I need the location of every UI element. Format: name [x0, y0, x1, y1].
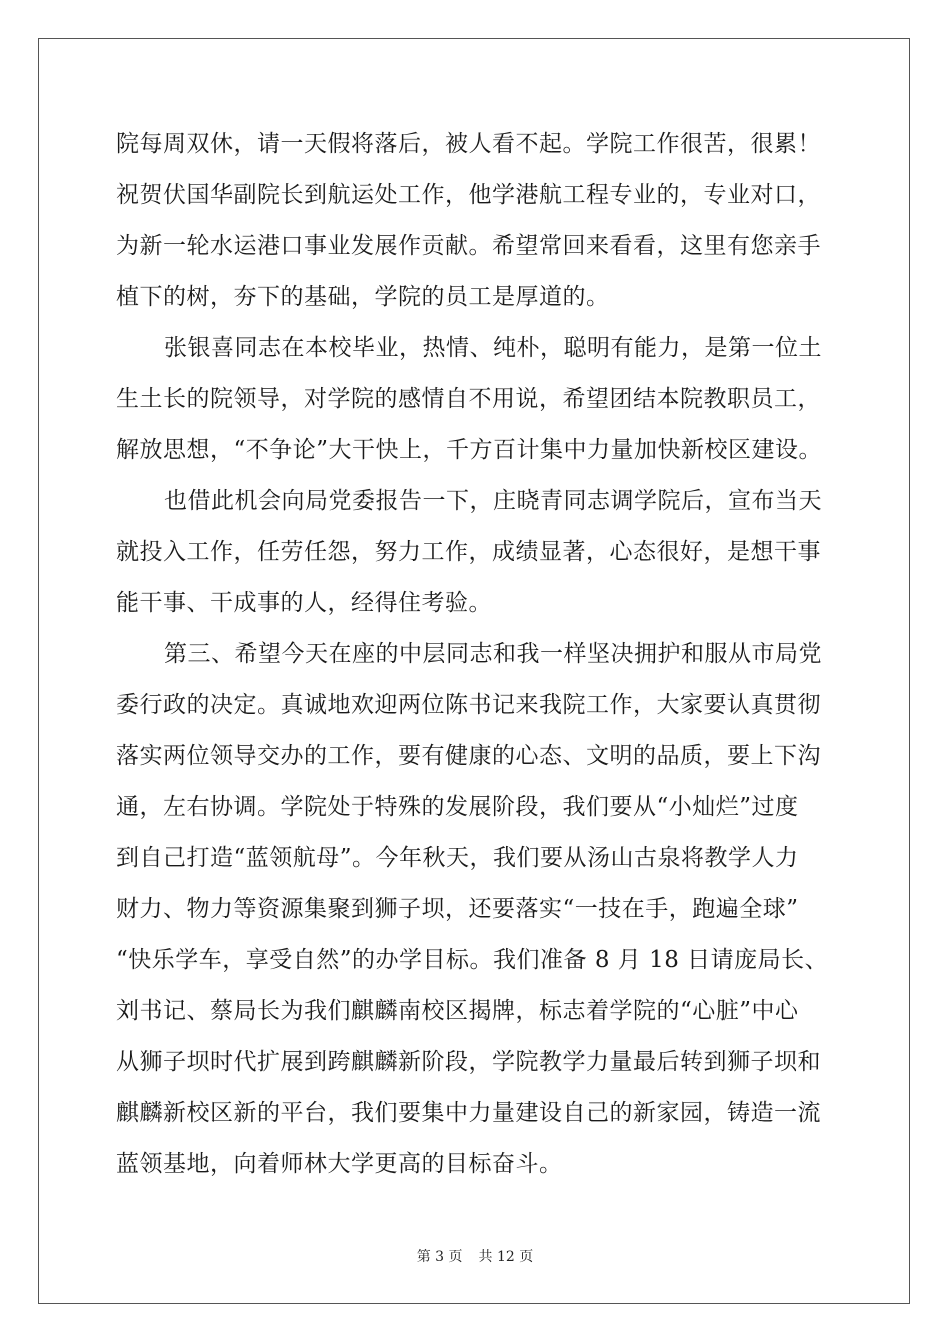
text-line: 委行政的决定。真诚地欢迎两位陈书记来我院工作，大家要认真贯彻 — [116, 692, 821, 718]
text-line: 到自己打造“蓝领航母”。今年秋天，我们要从汤山古泉将教学人力 — [116, 845, 799, 871]
text-line: “快乐学车，享受自然”的办学目标。我们准备 8 月 18 日请庞局长、 — [116, 947, 829, 973]
text-line: 解放思想，“不争论”大干快上，千方百计集中力量加快新校区建设。 — [116, 437, 823, 463]
text-line: 刘书记、蔡局长为我们麒麟南校区揭牌，标志着学院的“心脏”中心 — [116, 998, 799, 1024]
current-page-label: 第 3 页 — [416, 1249, 463, 1265]
text-line: 蓝领基地，向着师林大学更高的目标奋斗。 — [116, 1151, 563, 1177]
text-line: 为新一轮水运港口事业发展作贡献。希望常回来看看，这里有您亲手 — [116, 233, 821, 259]
text-line: 落实两位领导交办的工作，要有健康的心态、文明的品质，要上下沟 — [116, 743, 821, 769]
text-line: 祝贺伏国华副院长到航运处工作，他学港航工程专业的，专业对口， — [116, 182, 821, 208]
text-line: 就投入工作，任劳任怨，努力工作，成绩显著，心态很好，是想干事 — [116, 539, 821, 565]
text-line: 财力、物力等资源集聚到狮子坝，还要落实“一技在手，跑遍全球” — [116, 896, 799, 922]
text-line: 生土长的院领导，对学院的感情自不用说，希望团结本院教职员工， — [116, 386, 821, 412]
total-pages-label: 共 12 页 — [478, 1249, 534, 1265]
text-line: 张银喜同志在本校毕业，热情、纯朴，聪明有能力，是第一位土 — [164, 335, 822, 361]
text-line: 院每周双休，请一天假将落后，被人看不起。学院工作很苦，很累！ — [116, 131, 821, 157]
text-line: 从狮子坝时代扩展到跨麒麟新阶段，学院教学力量最后转到狮子坝和 — [116, 1049, 821, 1075]
document-body — [116, 128, 836, 1199]
page-footer — [0, 1246, 950, 1266]
text-line: 能干事、干成事的人，经得住考验。 — [116, 590, 492, 616]
text-line: 麒麟新校区新的平台，我们要集中力量建设自己的新家园，铸造一流 — [116, 1100, 821, 1126]
text-line: 第三、希望今天在座的中层同志和我一样坚决拥护和服从市局党 — [164, 641, 822, 667]
text-line: 通，左右协调。学院处于特殊的发展阶段，我们要从“小灿烂”过度 — [116, 794, 799, 820]
text-line: 植下的树，夯下的基础，学院的员工是厚道的。 — [116, 284, 610, 310]
text-line: 也借此机会向局党委报告一下，庄晓青同志调学院后，宣布当天 — [164, 488, 822, 514]
